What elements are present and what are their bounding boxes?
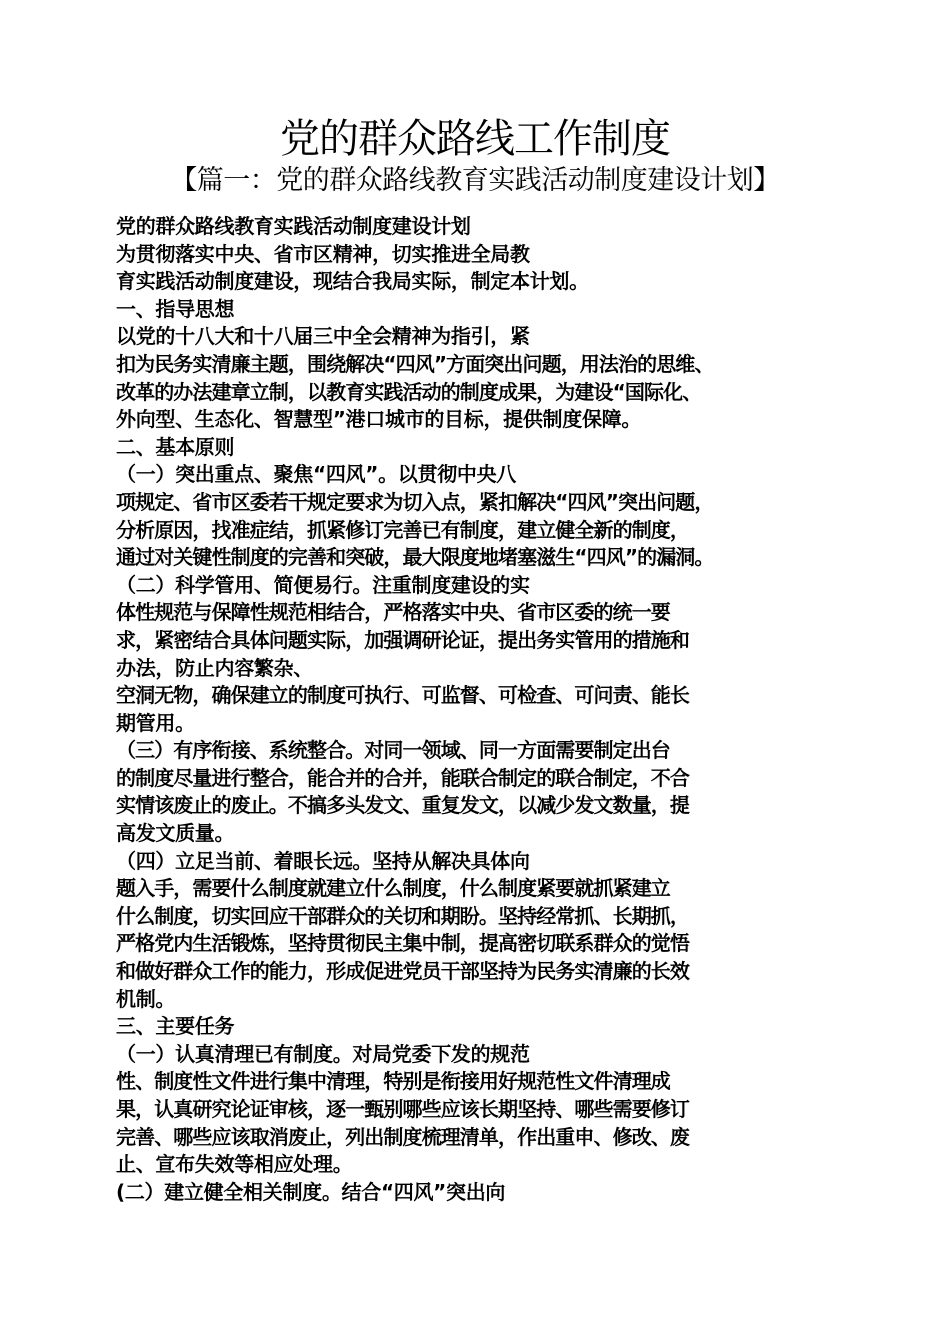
- text-line: 和做好群众工作的能力，形成促进党员干部坚持为民务实清廉的长效: [116, 959, 689, 984]
- text-line: 办法，防止内容繁杂、: [116, 655, 313, 680]
- text-line: 机制。: [116, 986, 176, 1011]
- text-line: 通过对关键性制度的完善和突破，最大限度地堵塞滋生“四风”的漏洞。: [116, 545, 714, 570]
- text-line: 果，认真研究论证审核，逐一甄别哪些应该长期坚持、哪些需要修订: [116, 1097, 689, 1121]
- text-line: （三）有序衔接、系统整合。对同一领域、同一方面需要制定出台: [116, 738, 670, 763]
- text-line: （二）科学管用、简便易行。注重制度建设的实: [116, 572, 530, 597]
- document-subtitle: 【篇一：党的群众路线教育实践活动制度建设计划】: [170, 165, 780, 196]
- text-line: 什么制度，切实回应干部群众的关切和期盼。坚持经常抓、长期抓，: [116, 903, 689, 928]
- text-line: 一、指导思想: [116, 296, 235, 321]
- text-line: 题入手，需要什么制度就建立什么制度，什么制度紧要就抓紧建立: [116, 876, 670, 901]
- text-line: 外向型、生态化、智慧型”港口城市的目标，提供制度保障。: [116, 407, 642, 432]
- text-line: 以党的十八大和十八届三中全会精神为指引，紧: [116, 324, 530, 349]
- text-line: 党的群众路线教育实践活动制度建设计划: [116, 214, 471, 238]
- text-line: （四）立足当前、着眼长远。坚持从解决具体向: [116, 848, 530, 873]
- text-line: 育实践活动制度建设，现结合我局实际，制定本计划。: [116, 269, 589, 294]
- text-line: 性、制度性文件进行集中清理，特别是衔接用好规范性文件清理成: [116, 1069, 670, 1094]
- text-line: 空洞无物，确保建立的制度可执行、可监督、可检查、可问责、能长: [116, 683, 689, 708]
- text-line: 实情该废止的废止。不搞多头发文、重复发文，以减少发文数量，提: [116, 793, 689, 818]
- text-line: 求，紧密结合具体问题实际，加强调研论证，提出务实管用的措施和: [116, 627, 689, 652]
- text-line: （一）认真清理已有制度。对局党委下发的规范: [116, 1041, 530, 1066]
- text-line: 期管用。: [116, 710, 195, 735]
- text-line: 高发文质量。: [116, 821, 235, 846]
- text-line: （一）突出重点、聚焦“四风”。以贯彻中央八: [116, 462, 516, 487]
- document-body: [116, 213, 846, 1206]
- text-line: 止、宣布失效等相应处理。: [116, 1152, 353, 1177]
- text-line: 分析原因，找准症结，抓紧修订完善已有制度，建立健全新的制度，: [116, 517, 689, 542]
- text-line: 体性规范与保障性规范相结合，严格落实中央、省市区委的统一要: [116, 600, 670, 625]
- text-line: 完善、哪些应该取消废止，列出制度梳理清单，作出重申、修改、废: [116, 1124, 689, 1149]
- text-line: (二）建立健全相关制度。结合“四风”突出向: [116, 1179, 506, 1204]
- document-title: 党的群众路线工作制度: [280, 116, 670, 162]
- text-line: 项规定、省市区委若干规定要求为切入点，紧扣解决“四风”突出问题，: [116, 489, 714, 514]
- text-line: 为贯彻落实中央、省市区精神，切实推进全局教: [116, 241, 530, 266]
- text-line: 严格党内生活锻炼，坚持贯彻民主集中制，提高密切联系群众的觉悟: [116, 931, 689, 956]
- text-line: 扣为民务实清廉主题，围绕解决“四风”方面突出问题，用法治的思维、: [116, 351, 714, 376]
- text-line: 改革的办法建章立制，以教育实践活动的制度成果，为建设“国际化、: [116, 379, 702, 404]
- text-line: 的制度尽量进行整合，能合并的合并，能联合制定的联合制定，不合: [116, 765, 689, 790]
- text-line: 二、基本原则: [116, 434, 235, 459]
- text-line: 三、主要任务: [116, 1014, 235, 1039]
